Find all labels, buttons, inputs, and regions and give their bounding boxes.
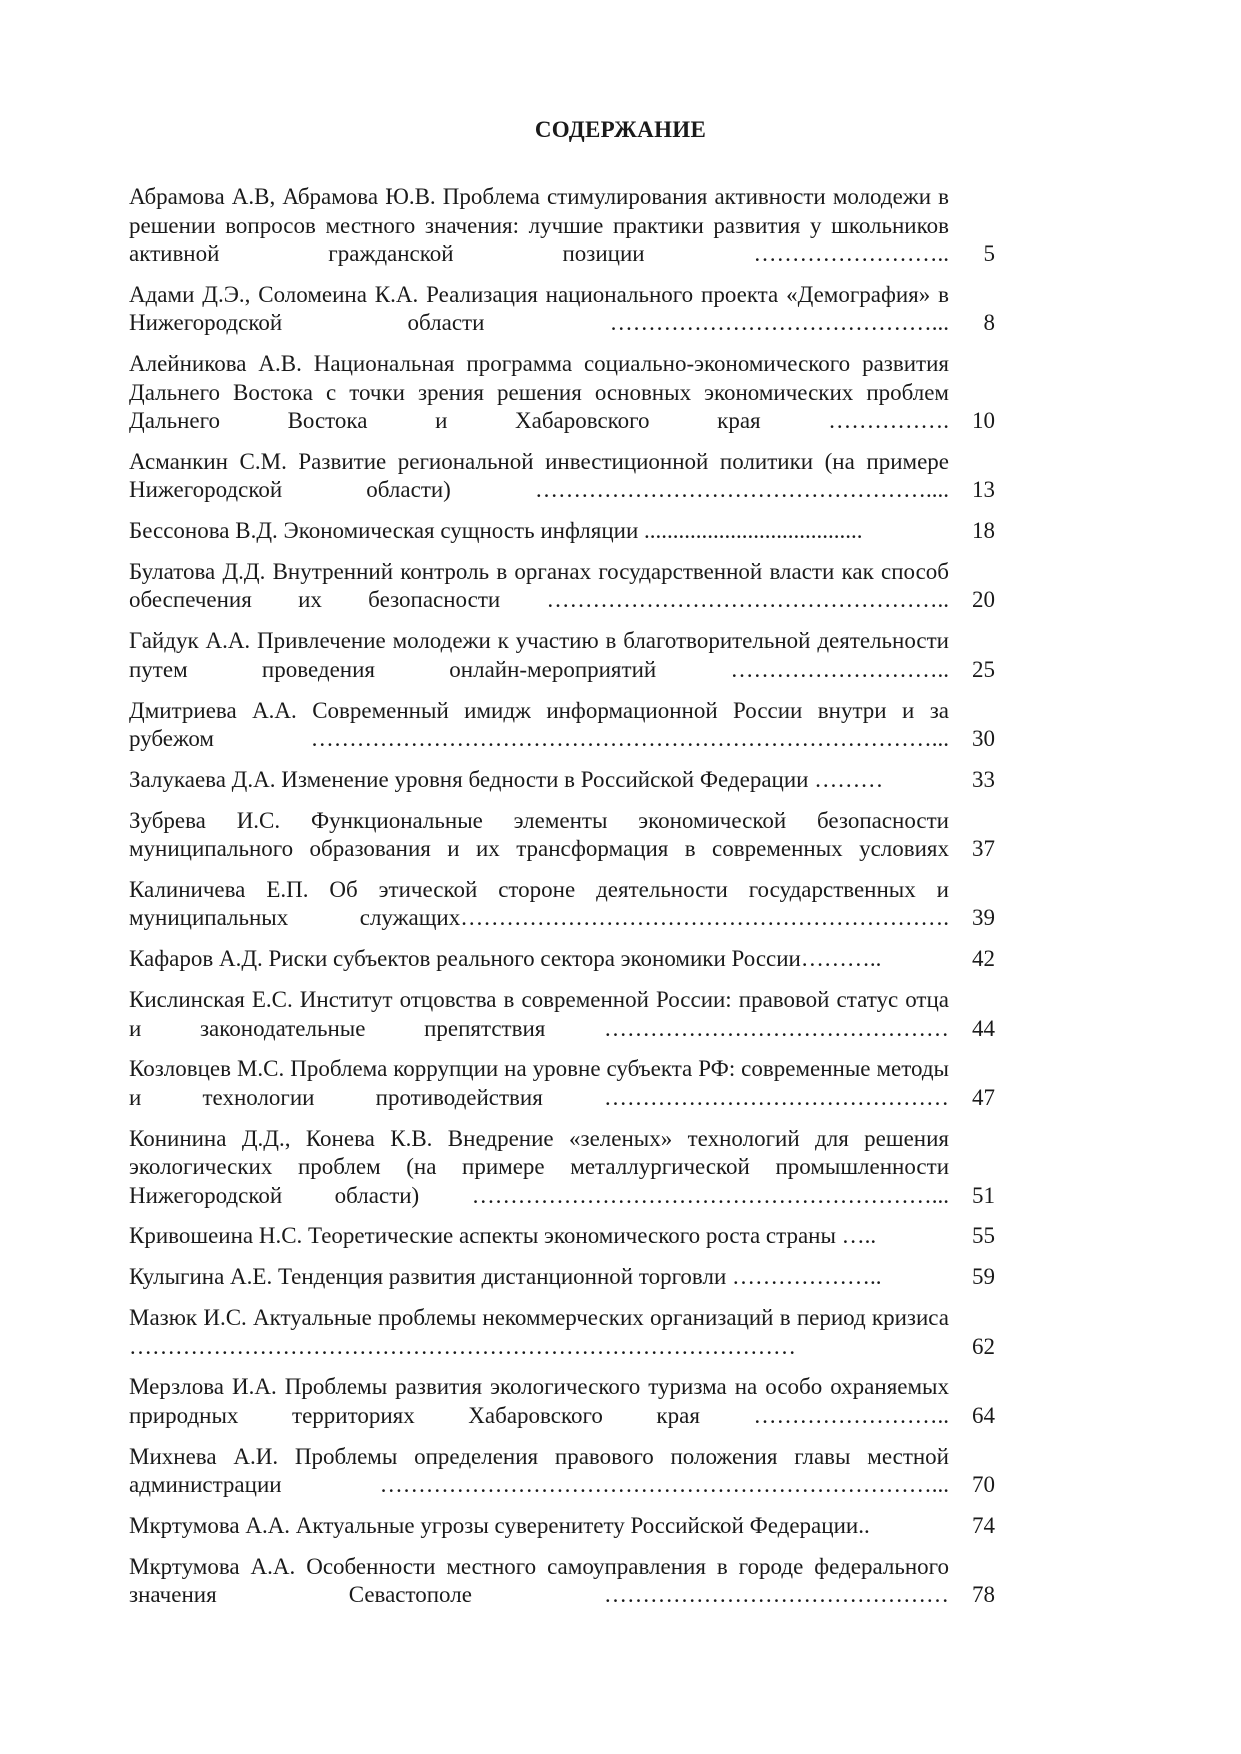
toc-entry [129,1512,995,1541]
table-of-contents [129,183,995,1622]
toc-entry-text: Дмитриева А.А. Современный имидж информационной России внутри и за рубежом ………………………………………………………………………... [129,697,949,752]
toc-page-number: 74 [972,1512,995,1538]
toc-page-number: 78 [972,1582,995,1608]
toc-entry-text: Абрамова А.В, Абрамова Ю.В. Проблема стимулирования активности молодежи в решении вопросов местного значения: лучшие практики развития у школьников активной гражданской позиции …………………….. [129,184,949,266]
toc-entry-text: Кафаров А.Д. Риски субъектов реального сектора экономики России……….. [129,946,882,972]
toc-entry [129,281,995,338]
toc-page-number: 59 [972,1264,995,1290]
toc-entry-text: Гайдук А.А. Привлечение молодежи к участию в благотворительной деятельности путем проведения онлайн-мероприятий ……………………….. [129,628,949,682]
toc-entry-text: Залукаева Д.А. Изменение уровня бедности в Российской Федерации ……… [129,766,884,792]
toc-entry [129,1553,995,1610]
toc-entry [129,1304,995,1361]
toc-page-number: 44 [972,1015,995,1041]
toc-page-number: 5 [983,241,995,266]
toc-entry-text: Козловцев М.С. Проблема коррупции на уровне субъекта РФ: современные методы и технологии противодействия ……………………………………… [129,1056,949,1110]
toc-page-number: 20 [972,587,995,613]
toc-entry-text: Зубрева И.С. Функциональные элементы экономической безопасности муниципального образования и их трансформация в современных условиях [129,807,949,862]
toc-entry [129,1373,995,1430]
toc-entry-text: Алейникова А.В. Национальная программа социально-экономического развития Дальнего Востока с точки зрения решения основных экономических проблем Дальнего Востока и Хабаровского края ……………. [129,351,949,434]
toc-page-number: 42 [972,946,995,972]
toc-entry-text: Мкртумова А.А. Актуальные угрозы суверенитету Российской Федерации.. [129,1512,870,1538]
toc-entry-text: Михнева А.И. Проблемы определения правового положения главы местной администрации ………………………………………………………………... [129,1443,949,1498]
toc-page-number: 33 [972,766,995,792]
toc-page-number: 30 [972,726,995,752]
toc-entry [129,697,995,754]
toc-entry [129,986,995,1043]
toc-entry [129,183,995,269]
toc-entry-text: Мкртумова А.А. Особенности местного самоуправления в городе федерального значения Севастополе ……………………………………… [129,1553,949,1608]
toc-entry [129,1055,995,1112]
toc-page-number: 8 [983,310,995,336]
toc-page-number: 10 [972,408,995,434]
toc-entry [129,517,995,546]
toc-entry-text: Бессонова В.Д. Экономическая сущность инфляции ...................................... [129,518,863,544]
toc-entry [129,350,995,436]
toc-entry-text: Калиничева Е.П. Об этической стороне деятельности государственных и муниципальных служащих………………………………………………………. [129,876,949,931]
toc-page-number: 47 [972,1084,995,1110]
toc-entry-text: Адами Д.Э., Соломеина К.А. Реализация национального проекта «Демография» в Нижегородской области ……………………………………... [129,281,949,336]
toc-entry [129,766,995,795]
toc-entry [129,558,995,615]
toc-entry [129,1263,995,1292]
toc-page-number: 18 [972,518,995,544]
toc-entry-text: Кривошеина Н.С. Теоретические аспекты экономического роста страны ….. [129,1223,877,1249]
toc-page-number: 62 [972,1333,995,1359]
toc-entry [129,1443,995,1500]
toc-entry-text: Кислинская Е.С. Институт отцовства в современной России: правовой статус отца и законодательные препятствия ……………………………………… [129,987,949,1041]
toc-page-number: 64 [972,1402,995,1428]
toc-page-number: 25 [972,656,995,682]
toc-entry [129,1222,995,1251]
toc-entry [129,1125,995,1211]
toc-entry [129,945,995,974]
toc-entry-text: Кулыгина А.Е. Тенденция развития дистанционной торговли ……………….. [129,1264,882,1290]
toc-entry-text: Мерзлова И.А. Проблемы развития экологического туризма на особо охраняемых природных территориях Хабаровского края …………………….. [129,1374,949,1428]
toc-entry-text: Мазюк И.С. Актуальные проблемы некоммерческих организаций в период кризиса …………………………………………………………………………… [129,1305,949,1359]
toc-page-number: 55 [972,1223,995,1249]
page-title: СОДЕРЖАНИЕ [534,117,707,142]
toc-entry [129,807,995,864]
toc-entry-text: Булатова Д.Д. Внутренний контроль в органах государственной власти как способ обеспечения их безопасности …………………………………………….. [129,558,949,613]
toc-page-number: 39 [972,905,995,931]
toc-page-number: 13 [972,477,995,503]
toc-entry-text: Асманкин С.М. Развитие региональной инвестиционной политики (на примере Нижегородской области) …………………………………………….... [129,448,949,503]
toc-entry [129,448,995,505]
toc-page-number: 51 [972,1182,995,1208]
toc-page-number: 70 [972,1472,995,1498]
toc-entry-text: Конинина Д.Д., Конева К.В. Внедрение «зеленых» технологий для решения экологических проблем (на примере металлургической промышленности Нижегородской области) ……………………………………………………... [129,1125,949,1208]
toc-entry [129,876,995,933]
toc-page-number: 37 [972,836,995,862]
toc-entry [129,627,995,684]
